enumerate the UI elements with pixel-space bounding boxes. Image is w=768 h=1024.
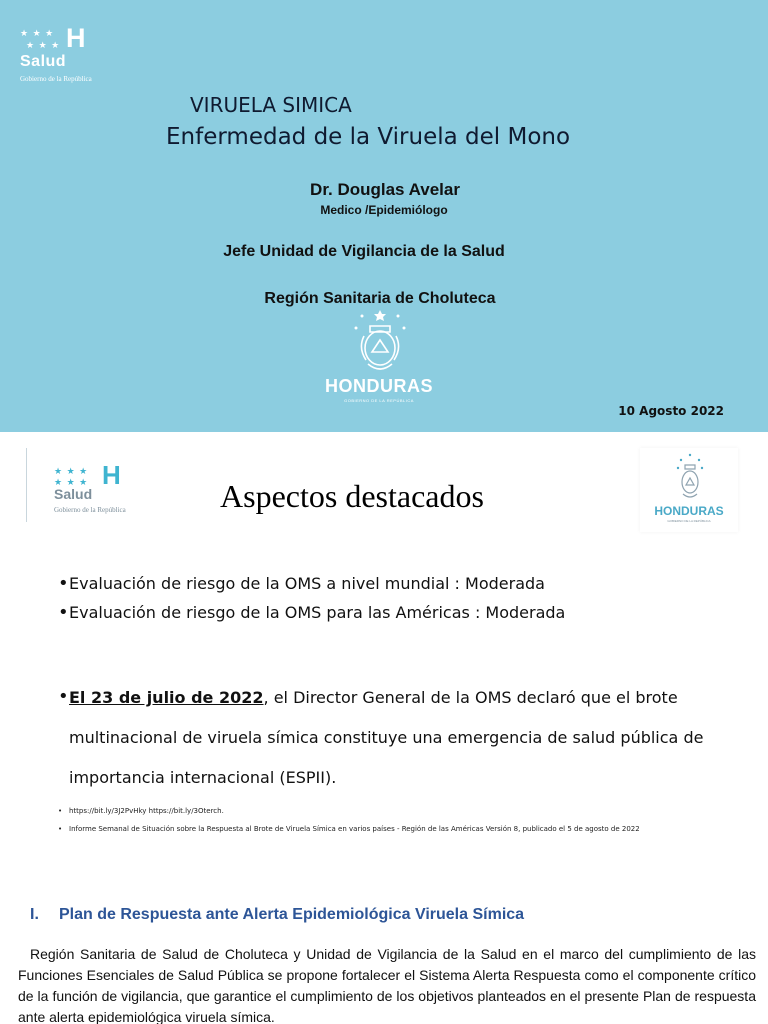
reference-item: • https://bit.ly/3J2PvHky https://bit.ly/3Oterch.: [58, 806, 718, 817]
stars-icon: ★ ★ ★: [54, 466, 89, 476]
stars-icon: ★ ★ ★: [54, 477, 89, 487]
vertical-divider: [26, 448, 27, 522]
highlight-text: , el Director General de la OMS declaró que el brote multinacional de viruela símica constituye una emergencia de salud pública de importancia internacional (ESPII).: [69, 688, 704, 787]
honduras-emblem: [300, 376, 458, 403]
cover-position: Jefe Unidad de Vigilancia de la Salud: [223, 243, 505, 260]
slide-title: Aspectos destacados: [220, 478, 484, 514]
stars-icon: ★ ★ ★: [20, 28, 55, 38]
honduras-name: HONDURAS: [324, 376, 433, 396]
cover-region: Región Sanitaria de Choluteca: [264, 290, 496, 307]
honduras-sub: GOBIERNO DE LA REPÚBLICA: [667, 519, 711, 523]
h-logo-icon: H: [102, 460, 121, 490]
honduras-name: HONDURAS: [654, 504, 724, 518]
cover-role: Medico /Epidemiólogo: [320, 203, 448, 217]
h-logo-icon: H: [66, 23, 86, 53]
list-item: • Evaluación de riesgo de la OMS para las Américas : Moderada: [58, 603, 565, 622]
honduras-sub: GOBIERNO DE LA REPÚBLICA: [344, 398, 414, 403]
highlights-slide: [0, 432, 768, 872]
section-title: Plan de Respuesta ante Alerta Epidemiológica Viruela Símica: [59, 906, 525, 923]
honduras-emblem: [640, 448, 738, 532]
cover-author: Dr. Douglas Avelar: [310, 180, 460, 199]
cover-title-line2: Enfermedad de la Viruela del Mono: [166, 124, 571, 150]
honduras-seal-icon: [676, 452, 704, 502]
section-number: I.: [30, 906, 39, 923]
honduras-seal-icon: [350, 306, 410, 376]
cover-slide: [0, 0, 768, 432]
section-heading: [30, 906, 524, 924]
section-paragraph: Región Sanitaria de Salud de Choluteca y Unidad de Vigilancia de la Salud en el marco del cumplimiento de las Funciones Esenciales de Salud Pública se propone fortalecer el Sistema Alerta Respuesta como el componente crítico de la función de vigilancia, que garantice el cumplimiento de los objetivos planteados en el presente Plan de respuesta ante alerta epidemiológica viruela símica.: [18, 946, 756, 1024]
highlight-date: El 23 de julio de 2022: [69, 688, 264, 707]
cover-title-line1: VIRUELA SIMICA: [190, 93, 352, 117]
list-item: [58, 678, 738, 798]
references-list: [58, 806, 718, 835]
list-item: • Evaluación de riesgo de la OMS a nivel mundial : Moderada: [58, 574, 545, 593]
reference-item: • Informe Semanal de Situación sobre la Respuesta al Brote de Viruela Símica en varios países - Región de las Américas Versión 8, publicado el 5 de agosto de 2022: [58, 824, 718, 835]
logo-word: Salud: [54, 486, 93, 502]
logo-subtitle: Gobierno de la República: [54, 506, 126, 514]
logo-word: Salud: [20, 53, 67, 70]
stars-icon: ★ ★ ★: [26, 40, 61, 50]
logo-subtitle: Gobierno de la República: [20, 75, 92, 83]
cover-date: 10 Agosto 2022: [618, 404, 724, 418]
